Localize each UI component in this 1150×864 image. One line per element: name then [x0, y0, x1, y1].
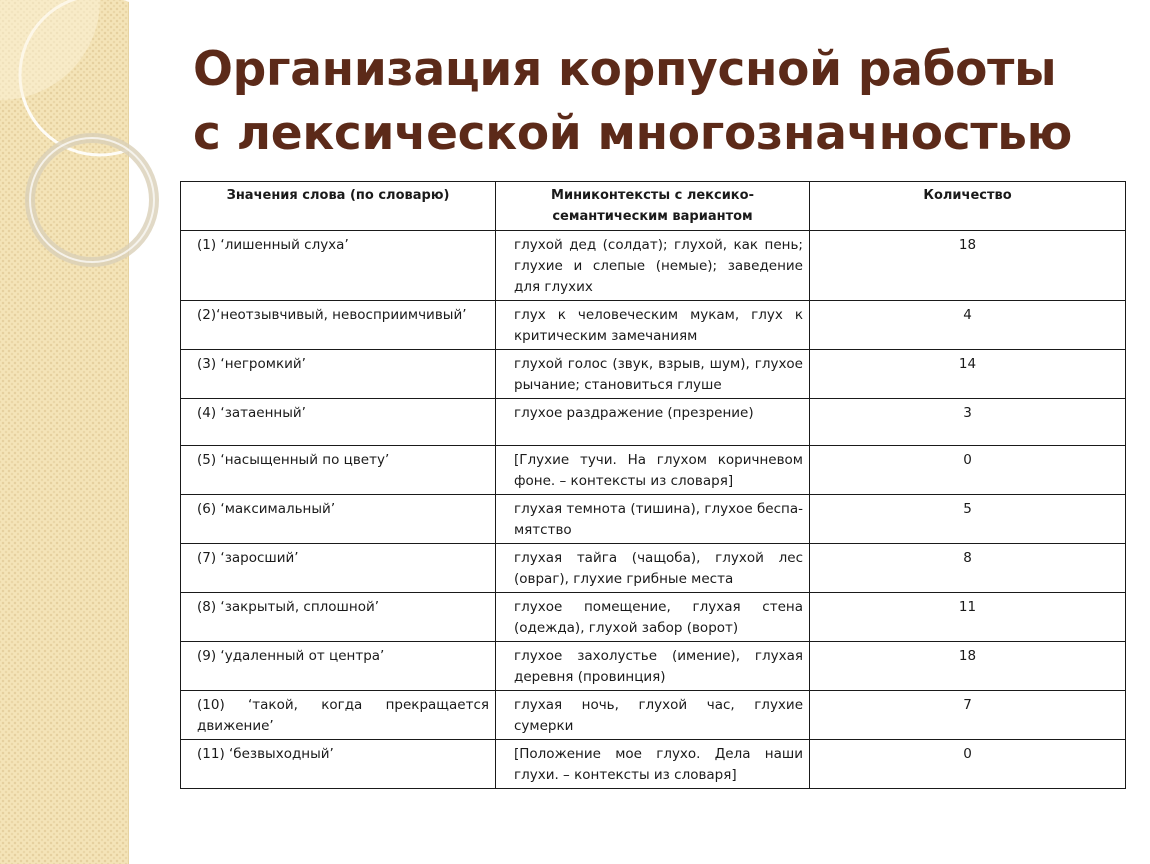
table-row — [181, 399, 1126, 446]
context-cell: глухая тайга (чащоба), глухой лес (овраг), глухие грибные места — [496, 544, 810, 593]
meaning-cell: (7) ‘заросший’ — [181, 544, 496, 593]
meaning-cell: (10) ‘такой, когда прекращается движение’ — [181, 691, 496, 740]
table-row — [181, 691, 1126, 740]
context-cell: глухое захолустье (имение), глухая деревня (провинция) — [496, 642, 810, 691]
context-cell: глухое помещение, глухая стена (одежда), глухой забор (ворот) — [496, 593, 810, 642]
count-cell: 7 — [810, 691, 1126, 740]
header-context: Миниконтексты с лексико-семантическим вариантом — [496, 182, 810, 231]
context-cell: глухая темнота (тишина), глухое беспа-мятство — [496, 495, 810, 544]
count-cell: 11 — [810, 593, 1126, 642]
meaning-cell: (8) ‘закрытый, сплошной’ — [181, 593, 496, 642]
count-cell: 8 — [810, 544, 1126, 593]
count-cell: 18 — [810, 231, 1126, 301]
count-cell: 4 — [810, 301, 1126, 350]
count-cell: 3 — [810, 399, 1126, 446]
context-cell: глухое раздражение (презрение) — [496, 399, 810, 446]
table-row — [181, 495, 1126, 544]
header-count: Количество — [810, 182, 1126, 231]
meaning-cell: (1) ‘лишенный слуха’ — [181, 231, 496, 301]
table-row — [181, 446, 1126, 495]
slide-title-line-1: Организация корпусной работы — [193, 42, 1057, 97]
header-meaning: Значения слова (по словарю) — [181, 182, 496, 231]
meaning-cell: (6) ‘максимальный’ — [181, 495, 496, 544]
context-cell: глухой дед (солдат); глухой, как пень; глухие и слепые (немые); заведение для глухих — [496, 231, 810, 301]
slide-title — [193, 38, 1133, 166]
count-cell: 14 — [810, 350, 1126, 399]
table-row — [181, 642, 1126, 691]
context-cell: [Глухие тучи. На глухом коричневом фоне. – контексты из словаря] — [496, 446, 810, 495]
count-cell: 18 — [810, 642, 1126, 691]
context-cell: [Положение мое глухо. Дела наши глухи. – контексты из словаря] — [496, 740, 810, 789]
meaning-cell: (9) ‘удаленный от центра’ — [181, 642, 496, 691]
meaning-cell: (2)‘неотзывчивый, невосприимчивый’ — [181, 301, 496, 350]
count-cell: 0 — [810, 740, 1126, 789]
table-row — [181, 544, 1126, 593]
meaning-cell: (11) ‘безвыходный’ — [181, 740, 496, 789]
context-cell: глух к человеческим мукам, глух к критическим замечаниям — [496, 301, 810, 350]
decorative-side-strip — [0, 0, 129, 864]
meaning-cell: (3) ‘негромкий’ — [181, 350, 496, 399]
context-cell: глухой голос (звук, взрыв, шум), глухое рычание; становиться глуше — [496, 350, 810, 399]
count-cell: 5 — [810, 495, 1126, 544]
context-cell: глухая ночь, глухой час, глухие сумерки — [496, 691, 810, 740]
table-row — [181, 231, 1126, 301]
count-cell: 0 — [810, 446, 1126, 495]
table-row — [181, 593, 1126, 642]
slide-title-line-2: с лексической многозначностью — [193, 106, 1073, 161]
table-row — [181, 350, 1126, 399]
table-header-row — [181, 182, 1126, 231]
meaning-cell: (4) ‘затаенный’ — [181, 399, 496, 446]
meanings-table — [180, 181, 1126, 789]
table-row — [181, 301, 1126, 350]
meaning-cell: (5) ‘насыщенный по цвету’ — [181, 446, 496, 495]
table-row — [181, 740, 1126, 789]
